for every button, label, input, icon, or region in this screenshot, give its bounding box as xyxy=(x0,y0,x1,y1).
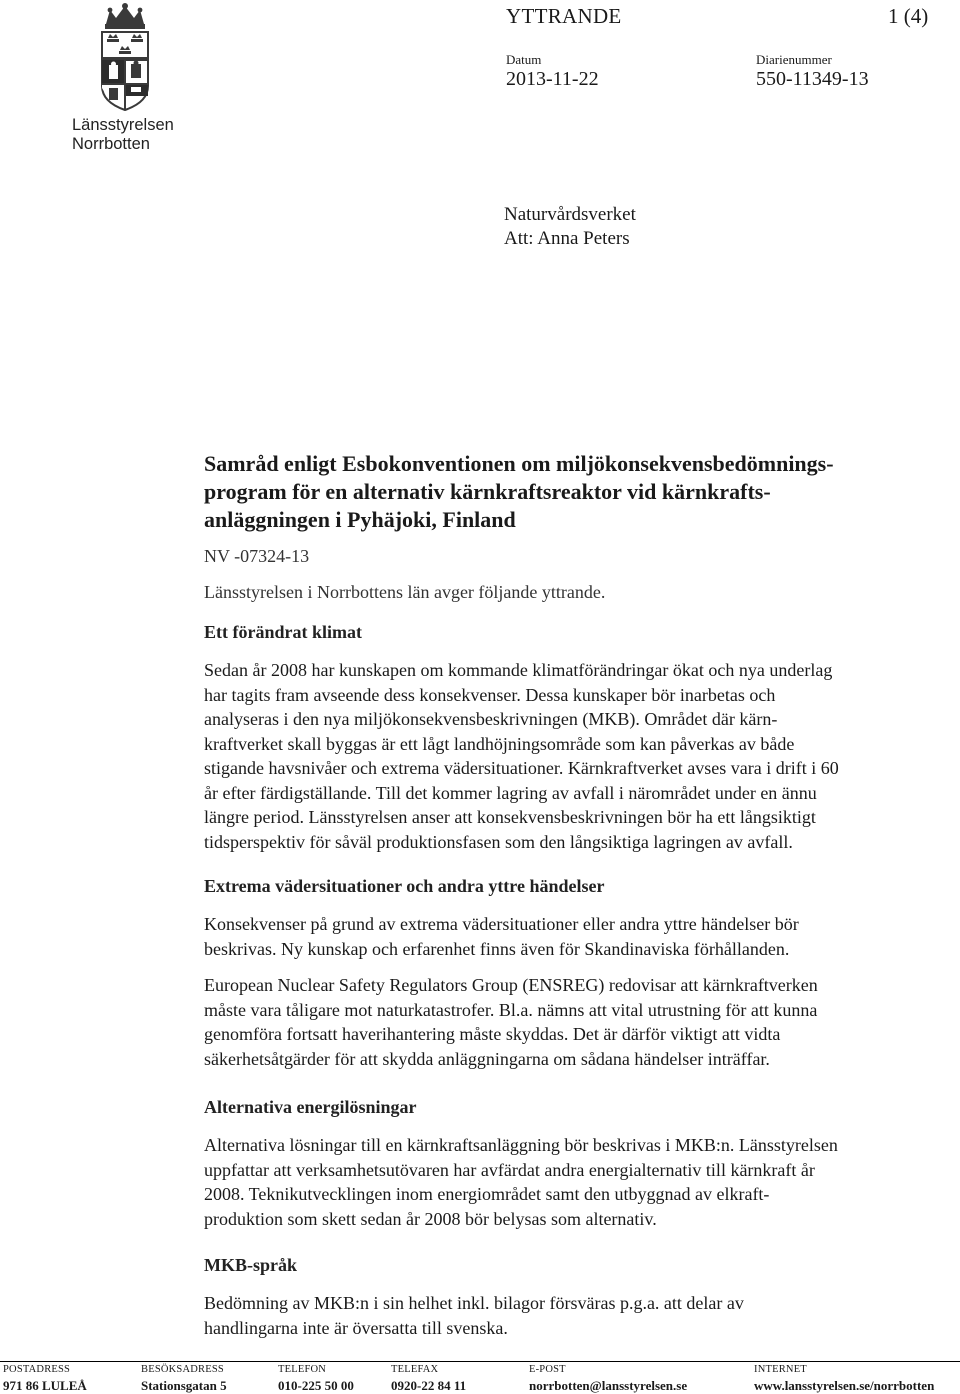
recipient-block xyxy=(504,203,636,251)
case-reference: NV -07324-13 xyxy=(204,546,310,566)
section-heading: MKB-språk xyxy=(204,1255,298,1275)
text-line: säkerhetsåtgärder för att skydda anläggningarna om sådana händelser inträffar. xyxy=(204,1048,770,1069)
footer-web xyxy=(754,1364,934,1394)
text-line: stigande havsnivåer och extrema vädersituationer. Kärnkraftverket avses vara i drift i 60 xyxy=(204,758,839,778)
footer-fax-label: TELEFAX xyxy=(391,1364,439,1375)
footer-visit-value: Stationsgatan 5 xyxy=(141,1378,227,1393)
text-line: European Nuclear Safety Regulators Group (ENSREG) redovisar att kärnkraftverken xyxy=(204,975,818,995)
text-line: Bedömning av MKB:n i sin helhet inkl. bilagor försväras p.g.a. att delar av xyxy=(204,1293,744,1313)
footer-postal-value: 971 86 LULEÅ xyxy=(3,1378,87,1393)
text-line: längre period. Länsstyrelsen anser att konsekvensbeskrivningen bör ha ett långsiktigt xyxy=(204,807,816,827)
page-number: 1 (4) xyxy=(888,4,929,28)
text-line: uppfattar att verksamhetsutövaren har avfärdat andra energialternativ till kärnkraft år xyxy=(204,1159,815,1180)
recipient-organization: Naturvårdsverket xyxy=(504,204,636,225)
footer-phone-label: TELEFON xyxy=(278,1364,327,1375)
text-line: handlingarna inte är översatta till svenska. xyxy=(204,1317,508,1338)
footer-fax-value: 0920-22 84 11 xyxy=(391,1378,467,1393)
text-line: 2008. Teknikutvecklingen inom energiområdet samt den utbyggnad av elkraft- xyxy=(204,1184,770,1204)
section-paragraph xyxy=(204,1291,956,1340)
text-line: har tagits fram avseende dess konsekvenser. Dessa kunskaper bör inarbetas och xyxy=(204,684,776,705)
text-line: Sedan år 2008 har kunskapen om kommande klimatförändringar ökat och nya underlag xyxy=(204,660,833,680)
text-line: beskrivas. Ny kunskap och erfarenhet finns även för Skandinaviska förhållanden. xyxy=(204,938,790,959)
text-line: Konsekvenser på grund av extrema vädersituationer eller andra yttre händelser bör xyxy=(204,914,799,934)
registration-number-value: 550-11349-13 xyxy=(756,68,869,90)
date-label: Datum xyxy=(506,52,542,67)
section-heading: Alternativa energilösningar xyxy=(204,1097,417,1117)
registration-number-label: Diarienummer xyxy=(756,52,832,67)
text-line: analyseras i den nya miljökonsekvensbeskrivningen (MKB). Området där kärn- xyxy=(204,709,778,729)
footer-web-link[interactable]: www.lansstyrelsen.se/norrbotten xyxy=(754,1378,935,1393)
title-line: anläggningen i Pyhäjoki, Finland xyxy=(204,507,516,532)
footer-visit-label: BESÖKSADRESS xyxy=(141,1364,224,1375)
document-type: YTTRANDE xyxy=(506,4,622,28)
footer-email xyxy=(529,1364,687,1394)
title-line: Samråd enligt Esbokonventionen om miljökonsekvensbedömnings- xyxy=(204,451,834,476)
text-line: genomföra fortsatt haverihantering måste skyddas. Det är därför viktigt att vidta xyxy=(204,1024,781,1044)
recipient-attention: Att: Anna Peters xyxy=(504,228,630,249)
logo-text-line1: Länsstyrelsen xyxy=(72,116,174,134)
text-line: måste vara tåligare mot naturkatastrofer. Bl.a. nämns att vital utrustning för att kunna xyxy=(204,999,818,1020)
document-title xyxy=(204,450,944,534)
text-line: kraftverket skall byggas är ett lågt landhöjningsområde som kan påverkas av både xyxy=(204,733,795,754)
footer-visit xyxy=(141,1364,227,1394)
footer-fax xyxy=(391,1364,466,1394)
section-paragraph xyxy=(204,658,956,854)
text-line: år efter färdigställande. Till det kommer lagring av avfall i närområdet under en ännu xyxy=(204,782,817,803)
text-line: produktion som skett sedan år 2008 bör belysas som alternativ. xyxy=(204,1208,657,1229)
title-line: program för en alternativ kärnkraftsreaktor vid kärnkrafts- xyxy=(204,479,771,504)
footer-phone xyxy=(278,1364,354,1394)
logo-text-line2: Norrbotten xyxy=(72,135,150,153)
text-line: tidsperspektiv för såväl produktionsfasen som den långsiktiga lagringen av avfall. xyxy=(204,831,793,852)
section-paragraph xyxy=(204,1133,956,1231)
section-paragraph xyxy=(204,973,956,1071)
section-paragraph xyxy=(204,912,956,961)
date-value: 2013-11-22 xyxy=(506,68,599,90)
coat-of-arms-icon xyxy=(96,2,154,112)
footer-postal-label: POSTADRESS xyxy=(3,1364,71,1375)
section-heading: Ett förändrat klimat xyxy=(204,622,362,642)
organization-logo xyxy=(68,2,178,154)
footer-postal xyxy=(3,1364,87,1394)
footer-divider xyxy=(0,1361,960,1362)
section-heading: Extrema vädersituationer och andra yttre händelser xyxy=(204,876,605,896)
footer-phone-value: 010-225 50 00 xyxy=(278,1378,354,1393)
footer-email-label: E-POST xyxy=(529,1364,566,1375)
document-body xyxy=(204,450,956,1340)
text-line: Alternativa lösningar till en kärnkraftsanläggning bör beskrivas i MKB:n. Länsstyrelsen xyxy=(204,1135,838,1155)
footer-web-label: INTERNET xyxy=(754,1364,807,1375)
intro-statement: Länsstyrelsen i Norrbottens län avger följande yttrande. xyxy=(204,582,606,602)
footer-email-link[interactable]: norrbotten@lansstyrelsen.se xyxy=(529,1378,688,1393)
